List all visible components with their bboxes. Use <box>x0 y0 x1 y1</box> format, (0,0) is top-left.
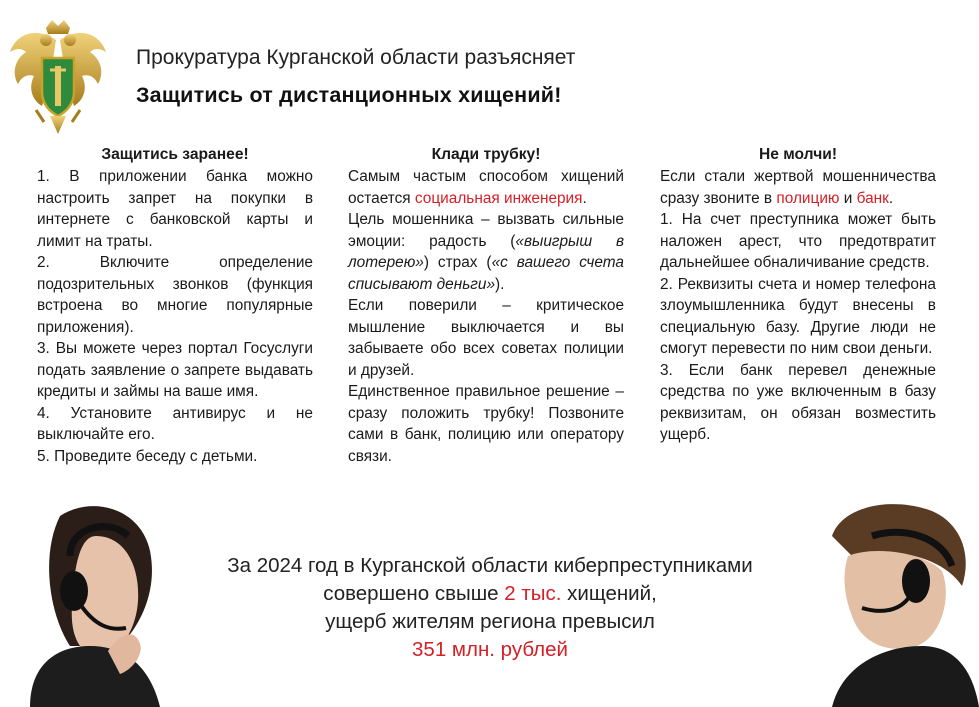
list-item: 3. Вы можете через портал Госуслуги подать заявление о запрете выдавать кредиты и займы на ваше имя. <box>37 340 313 400</box>
stat-line: совершено свыше 2 тыс. хищений, <box>323 582 657 605</box>
page-title: Защитись от дистанционных хищений! <box>136 83 562 107</box>
list-item: 1. В приложении банка можно настроить запрет на покупки в интернете с банковской карты и лимит на траты. <box>37 168 313 250</box>
highlight-text: полицию <box>776 189 840 207</box>
column-protect-in-advance <box>37 144 313 467</box>
stat-line: ущерб жителям региона превысил <box>325 610 655 633</box>
paragraph: Если стали жертвой мошенничества сразу звоните в полицию и банк. <box>660 168 936 207</box>
list-item: 5. Проведите беседу с детьми. <box>37 447 258 465</box>
column-heading: Не молчи! <box>758 146 838 163</box>
list-item: 2. Включите определение подозрительных звонков (функция встроена во многие популярные приложения). <box>37 254 313 336</box>
paragraph: Самым частым способом хищений остается социальная инженерия. <box>348 168 624 207</box>
paragraph: Единственное правильное решение – сразу положить трубку! Позвоните сами в банк, полицию или оператору связи. <box>348 383 624 465</box>
paragraph: Цель мошенника – вызвать сильные эмоции: радость («выигрыш в лотерею») страх («с вашего счета списывают деньги»). <box>348 211 624 293</box>
column-hang-up <box>348 144 624 467</box>
organization-title: Прокуратура Курганской области разъясняет <box>136 46 576 69</box>
column-heading: Клади трубку! <box>431 146 541 163</box>
list-item: 4. Установите антивирус и не выключайте его. <box>37 404 313 443</box>
paragraph: Если поверили – критическое мышление выключается и вы забываете обо всех советах полиции и друзей. <box>348 297 624 379</box>
list-item: 1. На счет преступника может быть наложен арест, что предотвратит дальнейшее обналичивание средств. <box>660 211 936 271</box>
highlight-text: социальная инженерия <box>414 189 583 207</box>
stat-line: За 2024 год в Курганской области киберпреступниками <box>227 554 753 577</box>
list-item: 2. Реквизиты счета и номер телефона злоумышленника будут внесены в специальную базу. Другие люди не смогут перевести по ним свои деньги. <box>660 275 936 357</box>
column-dont-stay-silent <box>660 144 936 446</box>
highlight-text: банк <box>856 189 889 207</box>
woman-headset-illustration <box>0 496 165 707</box>
column-heading: Защитись заранее! <box>101 146 249 163</box>
prosecutor-emblem-icon <box>6 18 110 136</box>
list-item: 3. Если банк перевел денежные средства по уже включенным в базу реквизитам, он обязан возместить ущерб. <box>660 361 936 443</box>
stat-amount: 351 млн. рублей <box>412 638 568 661</box>
man-headset-illustration <box>812 496 979 707</box>
statistics-block <box>180 552 800 664</box>
